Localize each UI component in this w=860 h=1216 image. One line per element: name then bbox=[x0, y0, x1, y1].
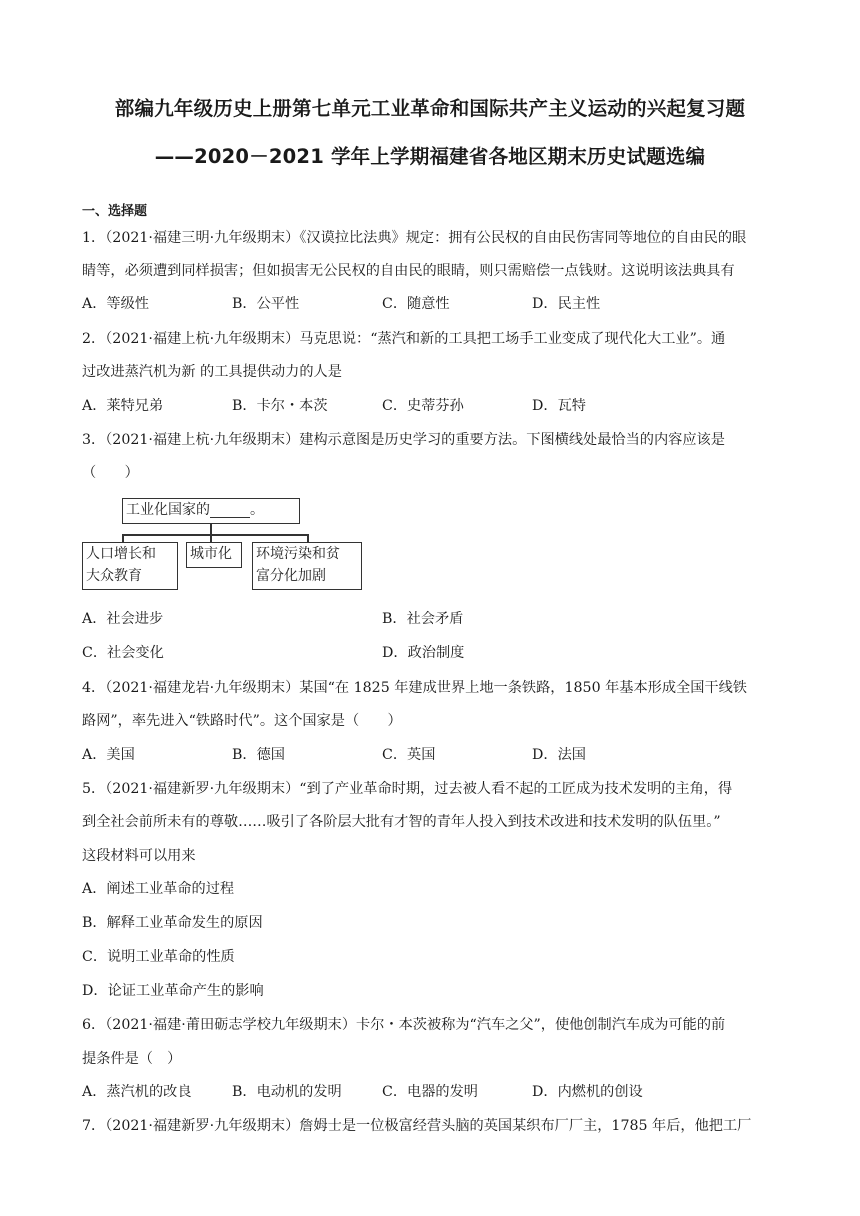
diagram-top-text: 工业化国家的 bbox=[126, 502, 210, 518]
diagram-connector-stem bbox=[210, 524, 212, 534]
question-5-option-a[interactable]: A．阐述工业革命的过程 bbox=[82, 881, 235, 897]
question-3-option-a[interactable]: A．社会进步 bbox=[82, 611, 164, 627]
question-2-option-a[interactable]: A．莱特兄弟 bbox=[82, 398, 164, 414]
diagram-connector-bar bbox=[122, 534, 308, 536]
question-1-line-1: 1．（2021·福建三明·九年级期末）《汉谟拉比法典》规定：拥有公民权的自由民伤害同等地位的自由民的眼 bbox=[82, 230, 747, 246]
question-6-line-1: 6．（2021·福建·莆田砺志学校九年级期末）卡尔・本茨被称为“汽车之父”，使他创制汽车成为可能的前 bbox=[82, 1017, 726, 1033]
diagram-connector-right bbox=[307, 534, 309, 542]
question-7-line-1: 7．（2021·福建新罗·九年级期末）詹姆士是一位极富经营头脑的英国某织布厂厂主，1785 年后，他把工厂 bbox=[82, 1118, 752, 1134]
question-4-option-b[interactable]: B．德国 bbox=[232, 747, 285, 763]
question-6-line-2: 提条件是（ ） bbox=[82, 1051, 182, 1067]
diagram-left-box bbox=[82, 542, 178, 590]
title-line-2: ——2020－2021 学年上学期福建省各地区期末历史试题选编 bbox=[154, 145, 706, 168]
question-1-option-a[interactable]: A．等级性 bbox=[82, 296, 149, 312]
question-5-option-c[interactable]: C．说明工业革命的性质 bbox=[82, 949, 235, 965]
diagram-middle-box bbox=[186, 542, 242, 568]
question-5-option-d[interactable]: D．论证工业革命产生的影响 bbox=[82, 983, 264, 999]
diagram-blank bbox=[210, 503, 250, 518]
question-4-line-2: 路网”，率先进入“铁路时代”。这个国家是（ ） bbox=[82, 713, 402, 729]
concept-diagram bbox=[82, 492, 372, 592]
question-1-line-2: 睛等，必须遭到同样损害；但如损害无公民权的自由民的眼睛，则只需赔偿一点钱财。这说明该法典具有 bbox=[82, 263, 735, 279]
question-3-option-c[interactable]: C．社会变化 bbox=[82, 645, 164, 661]
question-6-option-d[interactable]: D．内燃机的创设 bbox=[532, 1084, 643, 1100]
question-3-line-1: 3．（2021·福建上杭·九年级期末）建构示意图是历史学习的重要方法。下图横线处最恰当的内容应该是 bbox=[82, 432, 725, 448]
title-line-1: 部编九年级历史上册第七单元工业革命和国际共产主义运动的兴起复习题 bbox=[114, 97, 746, 120]
question-1-option-c[interactable]: C．随意性 bbox=[382, 296, 450, 312]
diagram-left-line-1: 人口增长和 bbox=[86, 546, 156, 562]
diagram-right-line-2: 富分化加剧 bbox=[256, 568, 326, 584]
diagram-connector-left bbox=[122, 534, 124, 542]
question-6-option-a[interactable]: A．蒸汽机的改良 bbox=[82, 1084, 192, 1100]
diagram-right-line-1: 环境污染和贫 bbox=[256, 546, 340, 562]
diagram-top-box bbox=[122, 498, 300, 524]
question-2-option-c[interactable]: C．史蒂芬孙 bbox=[382, 398, 464, 414]
question-2-option-b[interactable]: B．卡尔・本茨 bbox=[232, 398, 328, 414]
diagram-middle-text: 城市化 bbox=[190, 546, 232, 562]
question-3-option-b[interactable]: B．社会矛盾 bbox=[382, 611, 464, 627]
question-2-line-2: 过改进蒸汽机为新 的工具提供动力的人是 bbox=[82, 364, 342, 380]
question-3-line-2: （ ） bbox=[82, 465, 139, 481]
question-6-option-c[interactable]: C．电器的发明 bbox=[382, 1084, 478, 1100]
diagram-connector-middle bbox=[210, 534, 212, 542]
question-5-line-1: 5．（2021·福建新罗·九年级期末）“到了产业革命时期，过去被人看不起的工匠成为技术发明的主角，得 bbox=[82, 781, 733, 797]
question-5-line-2: 到全社会前所未有的尊敬……吸引了各阶层大批有才智的青年人投入到技术改进和技术发明的队伍里。” bbox=[82, 814, 721, 830]
question-4-option-d[interactable]: D．法国 bbox=[532, 747, 586, 763]
question-5-line-3: 这段材料可以用来 bbox=[82, 848, 196, 864]
question-2-option-d[interactable]: D．瓦特 bbox=[532, 398, 586, 414]
question-1-option-d[interactable]: D．民主性 bbox=[532, 296, 601, 312]
question-2-line-1: 2．（2021·福建上杭·九年级期末）马克思说：“蒸汽和新的工具把工场手工业变成了现代化大工业”。通 bbox=[82, 331, 726, 347]
diagram-top-end: 。 bbox=[250, 502, 264, 518]
question-4-line-1: 4．（2021·福建龙岩·九年级期末）某国“在 1825 年建成世界上地一条铁路，1850 年基本形成全国干线铁 bbox=[82, 680, 747, 696]
question-6-option-b[interactable]: B．电动机的发明 bbox=[232, 1084, 342, 1100]
section-heading: 一、选择题 bbox=[82, 204, 148, 219]
question-1-option-b[interactable]: B．公平性 bbox=[232, 296, 300, 312]
diagram-right-box bbox=[252, 542, 362, 590]
question-4-option-a[interactable]: A．美国 bbox=[82, 747, 135, 763]
question-4-option-c[interactable]: C．英国 bbox=[382, 747, 436, 763]
diagram-left-line-2: 大众教育 bbox=[86, 568, 142, 584]
question-5-option-b[interactable]: B．解释工业革命发生的原因 bbox=[82, 915, 263, 931]
question-3-option-d[interactable]: D．政治制度 bbox=[382, 645, 465, 661]
